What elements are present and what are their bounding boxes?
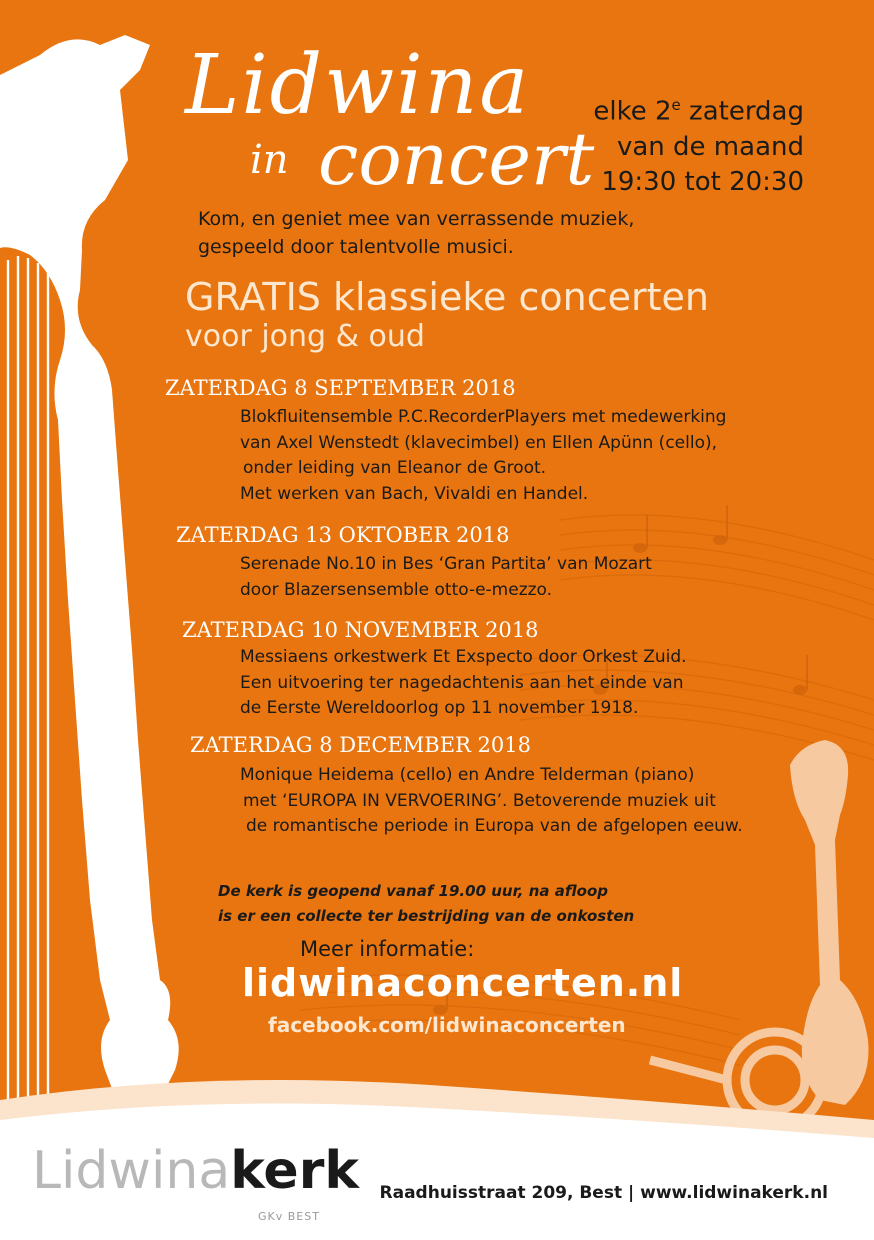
concert-description: Serenade No.10 in Bes ‘Gran Partita’ van Mozart door Blazersensemble otto-e-mezzo. [240,554,652,600]
concert-date: ZATERDAG 13 OKTOBER 2018 [176,523,510,547]
concert-date: ZATERDAG 10 NOVEMBER 2018 [182,618,539,642]
title-lidwina: Lidwina [185,38,531,133]
gratis-subheading: voor jong & oud [185,319,425,354]
concert-date: ZATERDAG 8 DECEMBER 2018 [190,733,532,757]
schedule [593,88,804,200]
lidwinakerk-logo: Lidwinakerk [32,1141,359,1201]
concert-description: Monique Heidema (cello) en Andre Telderman (piano) met ‘EUROPA IN VERVOERING’. Betoverende muziek uit de romantische periode in Europa van de afgelopen eeuw. [240,765,743,836]
title-in: in [250,137,289,183]
website-link[interactable]: lidwinaconcerten.nl [242,961,684,1005]
gratis-heading: GRATIS klassieke concerten [185,275,709,319]
harp-strings [8,256,48,1120]
logo-subtitle: GKv BEST [258,1210,320,1223]
concert-description: Blokfluitensemble P.C.RecorderPlayers met medewerking van Axel Wenstedt (klavecimbel) en Ellen Apünn (cello), onder leiding van Eleanor de Groot. Met werken van Bach, Vivaldi en Handel. [240,407,727,504]
schedule-line-2: van de maand [616,131,804,162]
schedule-line-3: 19:30 tot 20:30 [601,166,804,197]
guitar-illustration [790,740,869,1105]
schedule-line-1: elke 2e zaterdag [593,96,804,127]
opening-info: De kerk is geopend vanaf 19.00 uur, na afloop is er een collecte ter bestrijding van de onkosten [218,882,635,925]
title-concert: concert [318,117,595,201]
intro-text: Kom, en geniet mee van verrassende muziek, gespeeld door talentvolle musici. [198,208,635,258]
concert-date: ZATERDAG 8 SEPTEMBER 2018 [165,376,516,400]
facebook-link[interactable]: facebook.com/lidwinaconcerten [268,1013,626,1037]
footer-address: Raadhuisstraat 209, Best | www.lidwinakerk.nl [379,1183,828,1203]
more-info-label: Meer informatie: [300,937,475,961]
concert-description: Messiaens orkestwerk Et Exspecto door Orkest Zuid. Een uitvoering ter nagedachtenis aan het einde van de Eerste Wereldoorlog op 11 november 1918. [240,647,687,718]
